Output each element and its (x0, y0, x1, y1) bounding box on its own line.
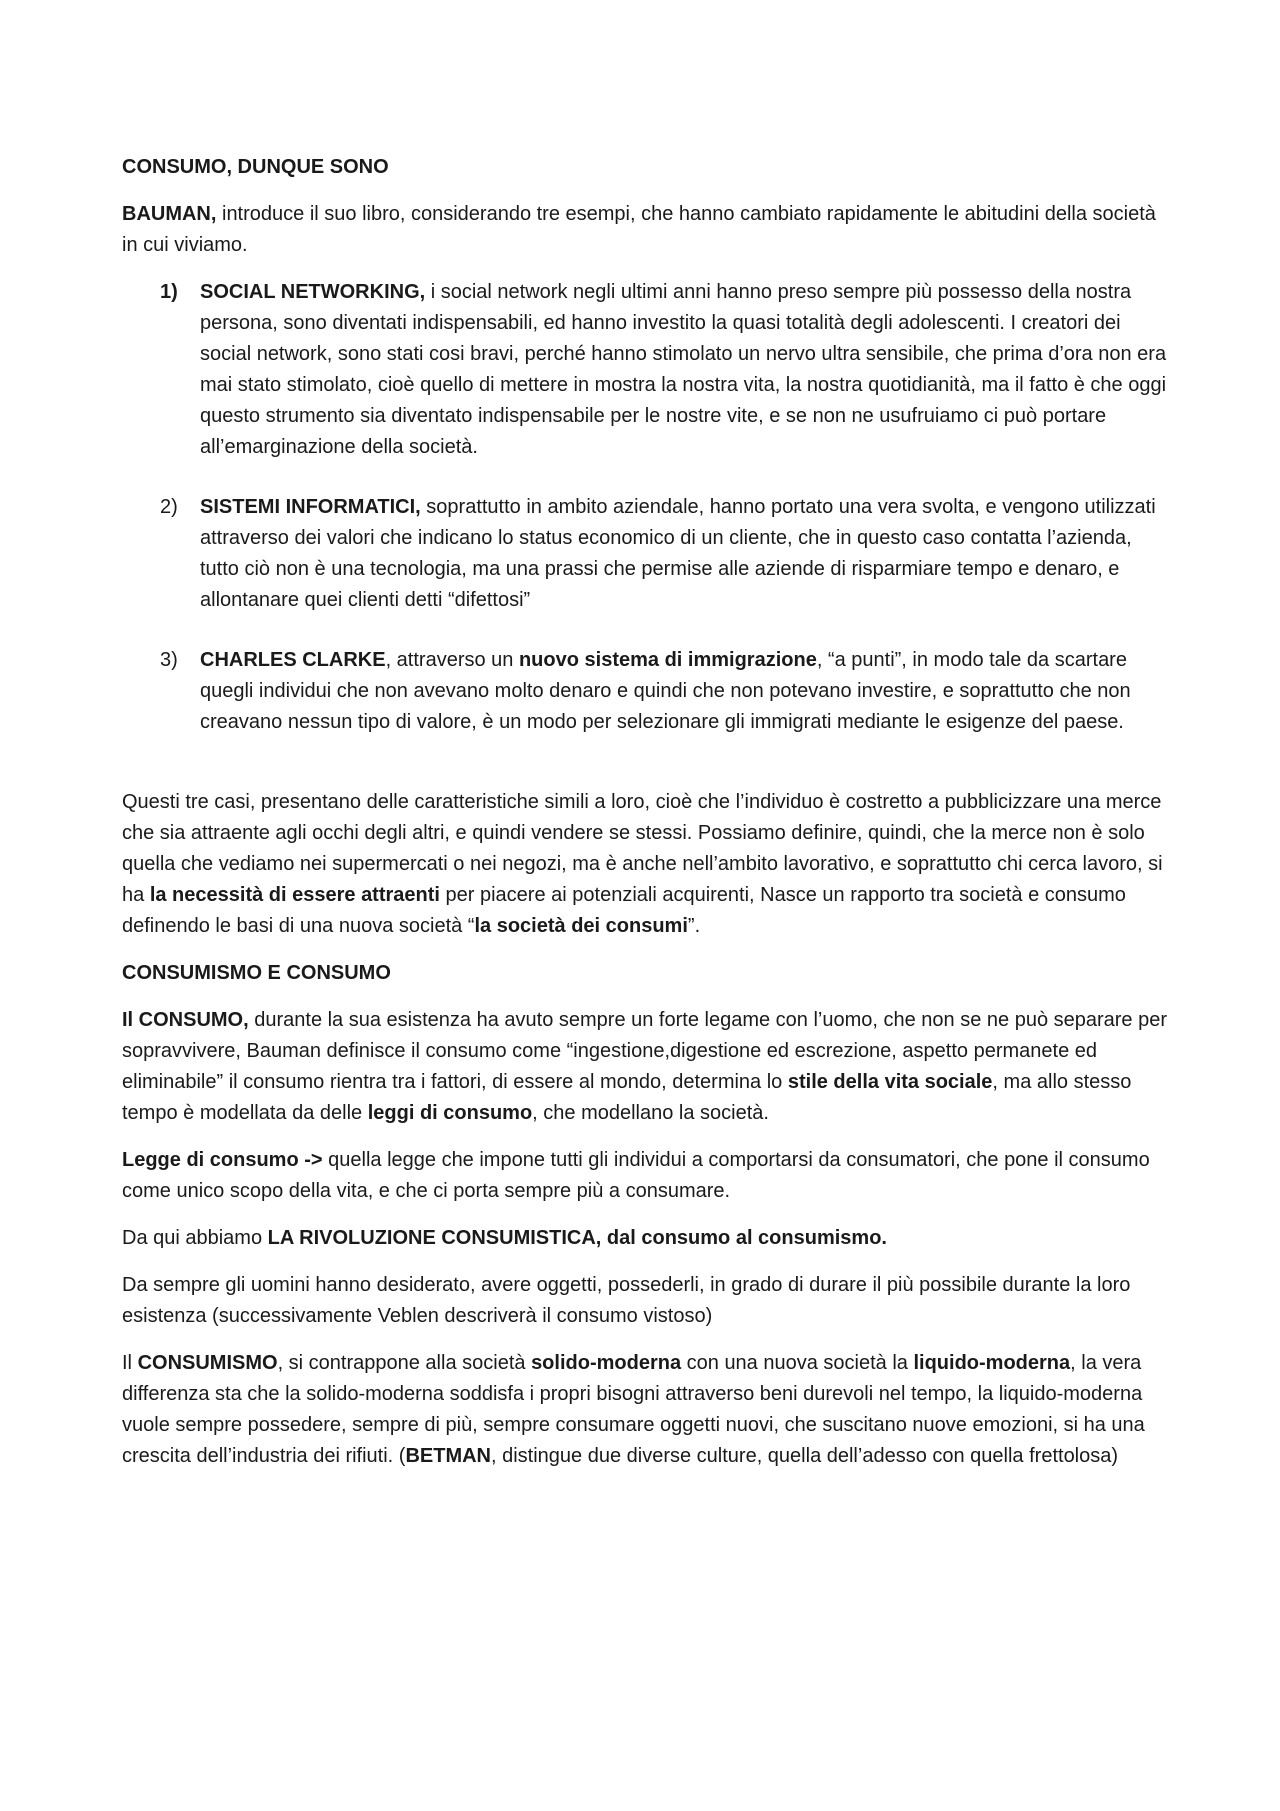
document-page (122, 152, 1172, 1488)
heading-consumismo-e-consumo: CONSUMISMO E CONSUMO (122, 962, 391, 984)
heading-consumo-dunque-sono: CONSUMO, DUNQUE SONO (122, 156, 389, 178)
list-item: 3) CHARLES CLARKE, attraverso un nuovo sistema di immigrazione, “a punti”, in modo tale da scartare quegli individui che non avevano molto denaro e quindi che non potevano investire, e soprattutto che non creavano nessun tipo di valore, è un modo per selezionare gli immigrati mediante le esigenze del paese. (122, 645, 1172, 738)
list-number: 3) (160, 649, 178, 671)
paragraph-tre-casi: Questi tre casi, presentano delle caratteristiche simili a loro, cioè che l’individuo è costretto a pubblicizzare una merce che sia attraente agli occhi degli altri, e quindi vendere se stessi. Possiamo definire, quindi, che la merce non è solo quella che vediamo nei supermercati o nei negozi, ma è anche nell’ambito lavorativo, e soprattutto chi cerca lavoro, si ha la necessità di essere attraenti per piacere ai potenziali acquirenti, Nasce un rapporto tra società e consumo definendo le basi di una nuova società “la società dei consumi”. (122, 791, 1163, 937)
intro-paragraph: BAUMAN, introduce il suo libro, considerando tre esempi, che hanno cambiato rapidamente le abitudini della società in cui viviamo. (122, 203, 1156, 256)
list-number: 2) (160, 496, 178, 518)
list-item: 2) SISTEMI INFORMATICI, soprattutto in ambito aziendale, hanno portato una vera svolta, e vengono utilizzati attraverso dei valori che indicano lo status economico di un cliente, che in questo caso contatta l’azienda, tutto ciò non è una tecnologia, ma una prassi che permise alle aziende di risparmiare tempo e denaro, e allontanare quei clienti detti “difettosi” (122, 492, 1172, 616)
list-item: 1) SOCIAL NETWORKING, i social network negli ultimi anni hanno preso sempre più possesso della nostra persona, sono diventati indispensabili, ed hanno investito la quasi totalità degli adolescenti. I creatori dei social network, sono stati cosi bravi, perché hanno stimolato un nervo ultra sensibile, che prima d’ora non era mai stato stimolato, cioè quello di mettere in mostra la nostra vita, la nostra quotidianità, ma il fatto è che oggi questo strumento sia diventato indispensabile per le nostre vite, e se non ne usufruiamo ci può portare all’emarginazione della società. (122, 277, 1172, 463)
list-number: 1) (160, 281, 178, 303)
paragraph-rivoluzione: Da qui abbiamo LA RIVOLUZIONE CONSUMISTICA, dal consumo al consumismo. (122, 1227, 887, 1249)
spacer (122, 767, 1172, 787)
examples-list (122, 277, 1172, 738)
paragraph-consumo: Il CONSUMO, durante la sua esistenza ha avuto sempre un forte legame con l’uomo, che non se ne può separare per sopravvivere, Bauman definisce il consumo come “ingestione,digestione ed escrezione, aspetto permanete ed eliminabile” il consumo rientra tra i fattori, di essere al mondo, determina lo stile della vita sociale, ma allo stesso tempo è modellata da delle leggi di consumo, che modellano la società. (122, 1009, 1168, 1124)
paragraph-consumismo: Il CONSUMISMO, si contrappone alla società solido-moderna con una nuova società la liquido-moderna, la vera differenza sta che la solido-moderna soddisfa i propri bisogni attraverso beni durevoli nel tempo, la liquido-moderna vuole sempre possedere, sempre di più, sempre consumare oggetti nuovi, che suscitano nuove emozioni, si ha una crescita dell’industria dei rifiuti. (BETMAN, distingue due diverse culture, quella dell’adesso con quella frettolosa) (122, 1352, 1145, 1467)
paragraph-legge-di-consumo: Legge di consumo -> quella legge che impone tutti gli individui a comportarsi da consumatori, che pone il consumo come unico scopo della vita, e che ci porta sempre più a consumare. (122, 1149, 1150, 1202)
bauman-label: BAUMAN, (122, 203, 217, 225)
paragraph-da-sempre: Da sempre gli uomini hanno desiderato, avere oggetti, possederli, in grado di durare il più possibile durante la loro esistenza (successivamente Veblen descriverà il consumo vistoso) (122, 1274, 1131, 1327)
